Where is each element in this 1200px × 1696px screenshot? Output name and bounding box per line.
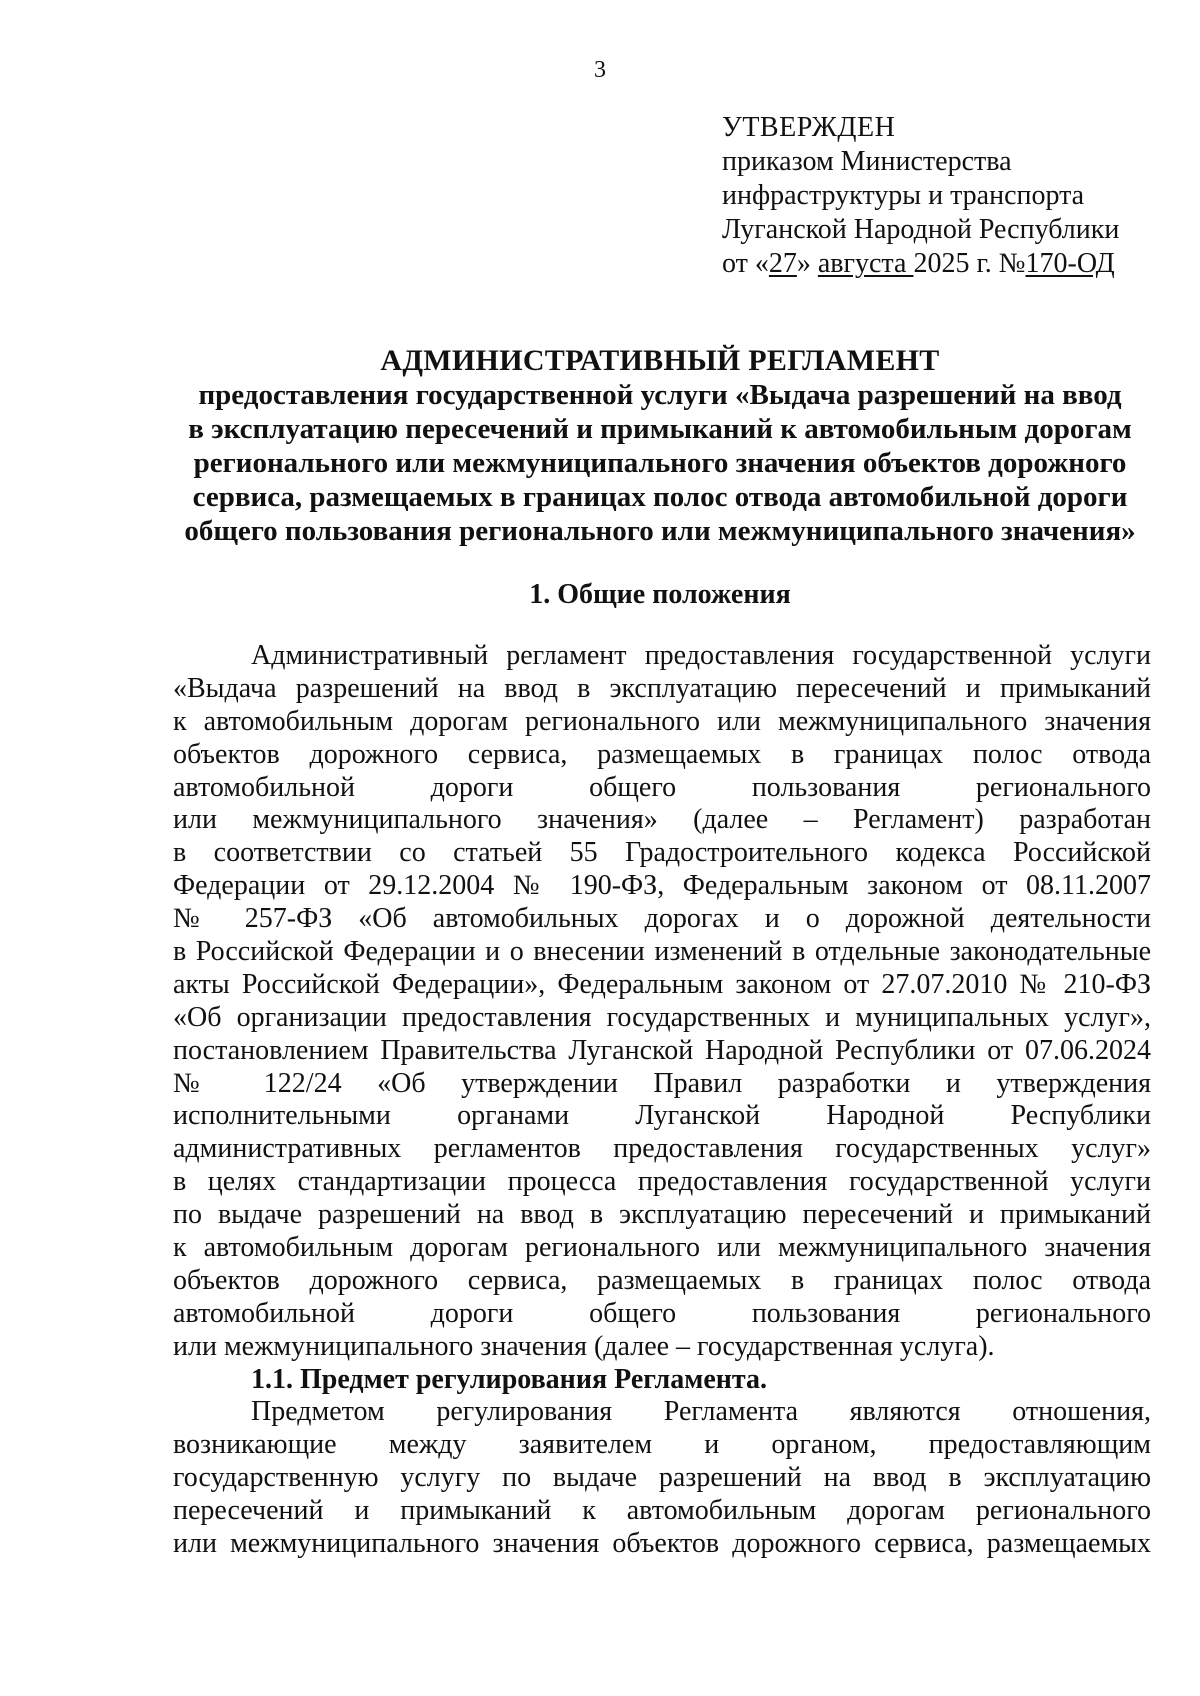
document-title	[120, 344, 1200, 548]
title-line: сервиса, размещаемых в границах полос отвода автомобильной дороги	[192, 481, 1128, 513]
approval-date	[722, 247, 1162, 281]
approval-line: приказом Министерства	[722, 146, 1012, 177]
text-line: № 122/24 «Об утверждении Правил разработки и утверждения	[173, 1067, 1151, 1099]
title-line: в эксплуатацию пересечений и примыканий к автомобильным дорогам	[188, 413, 1132, 445]
text-line: в целях стандартизации процесса предоставления государственной услуги	[173, 1166, 1151, 1198]
text-line: «Об организации предоставления государственных и муниципальных услуг»,	[173, 1001, 1151, 1033]
approval-month: августа	[817, 248, 914, 279]
text-line: административных регламентов предоставления государственных услуг»	[173, 1133, 1151, 1165]
date-mid: »	[796, 248, 818, 279]
text-line: к автомобильным дорогам регионального или межмуниципального значения	[173, 705, 1151, 737]
text-line: по выдаче разрешений на ввод в эксплуатацию пересечений и примыканий	[173, 1199, 1151, 1231]
text-line: к автомобильным дорогам регионального или межмуниципального значения	[173, 1232, 1151, 1264]
text-line: постановлением Правительства Луганской Народной Республики от 07.06.2024	[173, 1034, 1151, 1066]
text-line: № 257-ФЗ «Об автомобильных дорогах и о дорожной деятельности	[173, 903, 1151, 935]
date-prefix: от «	[722, 248, 769, 279]
text-line: или межмуниципального значения (далее – государственная услуга).	[173, 1330, 995, 1362]
document-body	[173, 640, 1151, 1561]
approval-stamp	[722, 111, 1162, 281]
text-line: объектов дорожного сервиса, размещаемых в границах полос отвода	[173, 1264, 1151, 1296]
text-line: Административный регламент предоставления государственной услуги	[251, 640, 1151, 671]
text-line: Федерации от 29.12.2004 № 190-ФЗ, Федеральным законом от 08.11.2007	[173, 870, 1151, 902]
text-line: или межмуниципального значения объектов дорожного сервиса, размещаемых	[173, 1528, 1151, 1560]
text-line: или межмуниципального значения» (далее – Регламент) разработан	[173, 804, 1151, 836]
text-line: в Российской Федерации и о внесении изменений в отдельные законодательные	[173, 936, 1151, 968]
approval-title: УТВЕРЖДЕН	[722, 112, 896, 143]
approval-line: инфраструктуры и транспорта	[722, 180, 1085, 211]
title-line: общего пользования регионального или межмуниципального значения»	[184, 515, 1136, 547]
section-heading: 1. Общие положения	[529, 579, 791, 610]
text-line: пересечений и примыканий к автомобильным дорогам регионального	[173, 1495, 1151, 1527]
title-main: АДМИНИСТРАТИВНЫЙ РЕГЛАМЕНТ	[380, 344, 940, 377]
text-line: «Выдача разрешений на ввод в эксплуатацию пересечений и примыканий	[173, 672, 1151, 704]
text-line: государственную услугу по выдаче разрешений на ввод в эксплуатацию	[173, 1462, 1151, 1494]
text-line: автомобильной дороги общего пользования регионального	[173, 771, 1151, 803]
approval-number: 170-ОД	[1025, 248, 1115, 279]
page-number: 3	[594, 57, 606, 83]
title-line: предоставления государственной услуги «Выдача разрешений на ввод	[198, 379, 1122, 411]
text-line: исполнительными органами Луганской Народной Республики	[173, 1100, 1151, 1132]
text-line: в соответствии со статьей 55 Градостроительного кодекса Российской	[173, 837, 1151, 869]
subsection-heading: 1.1. Предмет регулирования Регламента.	[251, 1363, 767, 1395]
text-line: Предметом регулирования Регламента являются отношения,	[251, 1396, 1151, 1428]
approval-year: 2025 г. №	[913, 248, 1026, 279]
text-line: возникающие между заявителем и органом, предоставляющим	[173, 1429, 1151, 1461]
approval-day: 27	[768, 248, 797, 279]
approval-line: Луганской Народной Республики	[722, 214, 1120, 245]
text-line: объектов дорожного сервиса, размещаемых в границах полос отвода	[173, 738, 1151, 770]
text-line: акты Российской Федерации», Федеральным законом от 27.07.2010 № 210-ФЗ	[173, 968, 1151, 1000]
text-line: автомобильной дороги общего пользования регионального	[173, 1297, 1151, 1329]
title-line: регионального или межмуниципального значения объектов дорожного	[193, 447, 1127, 479]
